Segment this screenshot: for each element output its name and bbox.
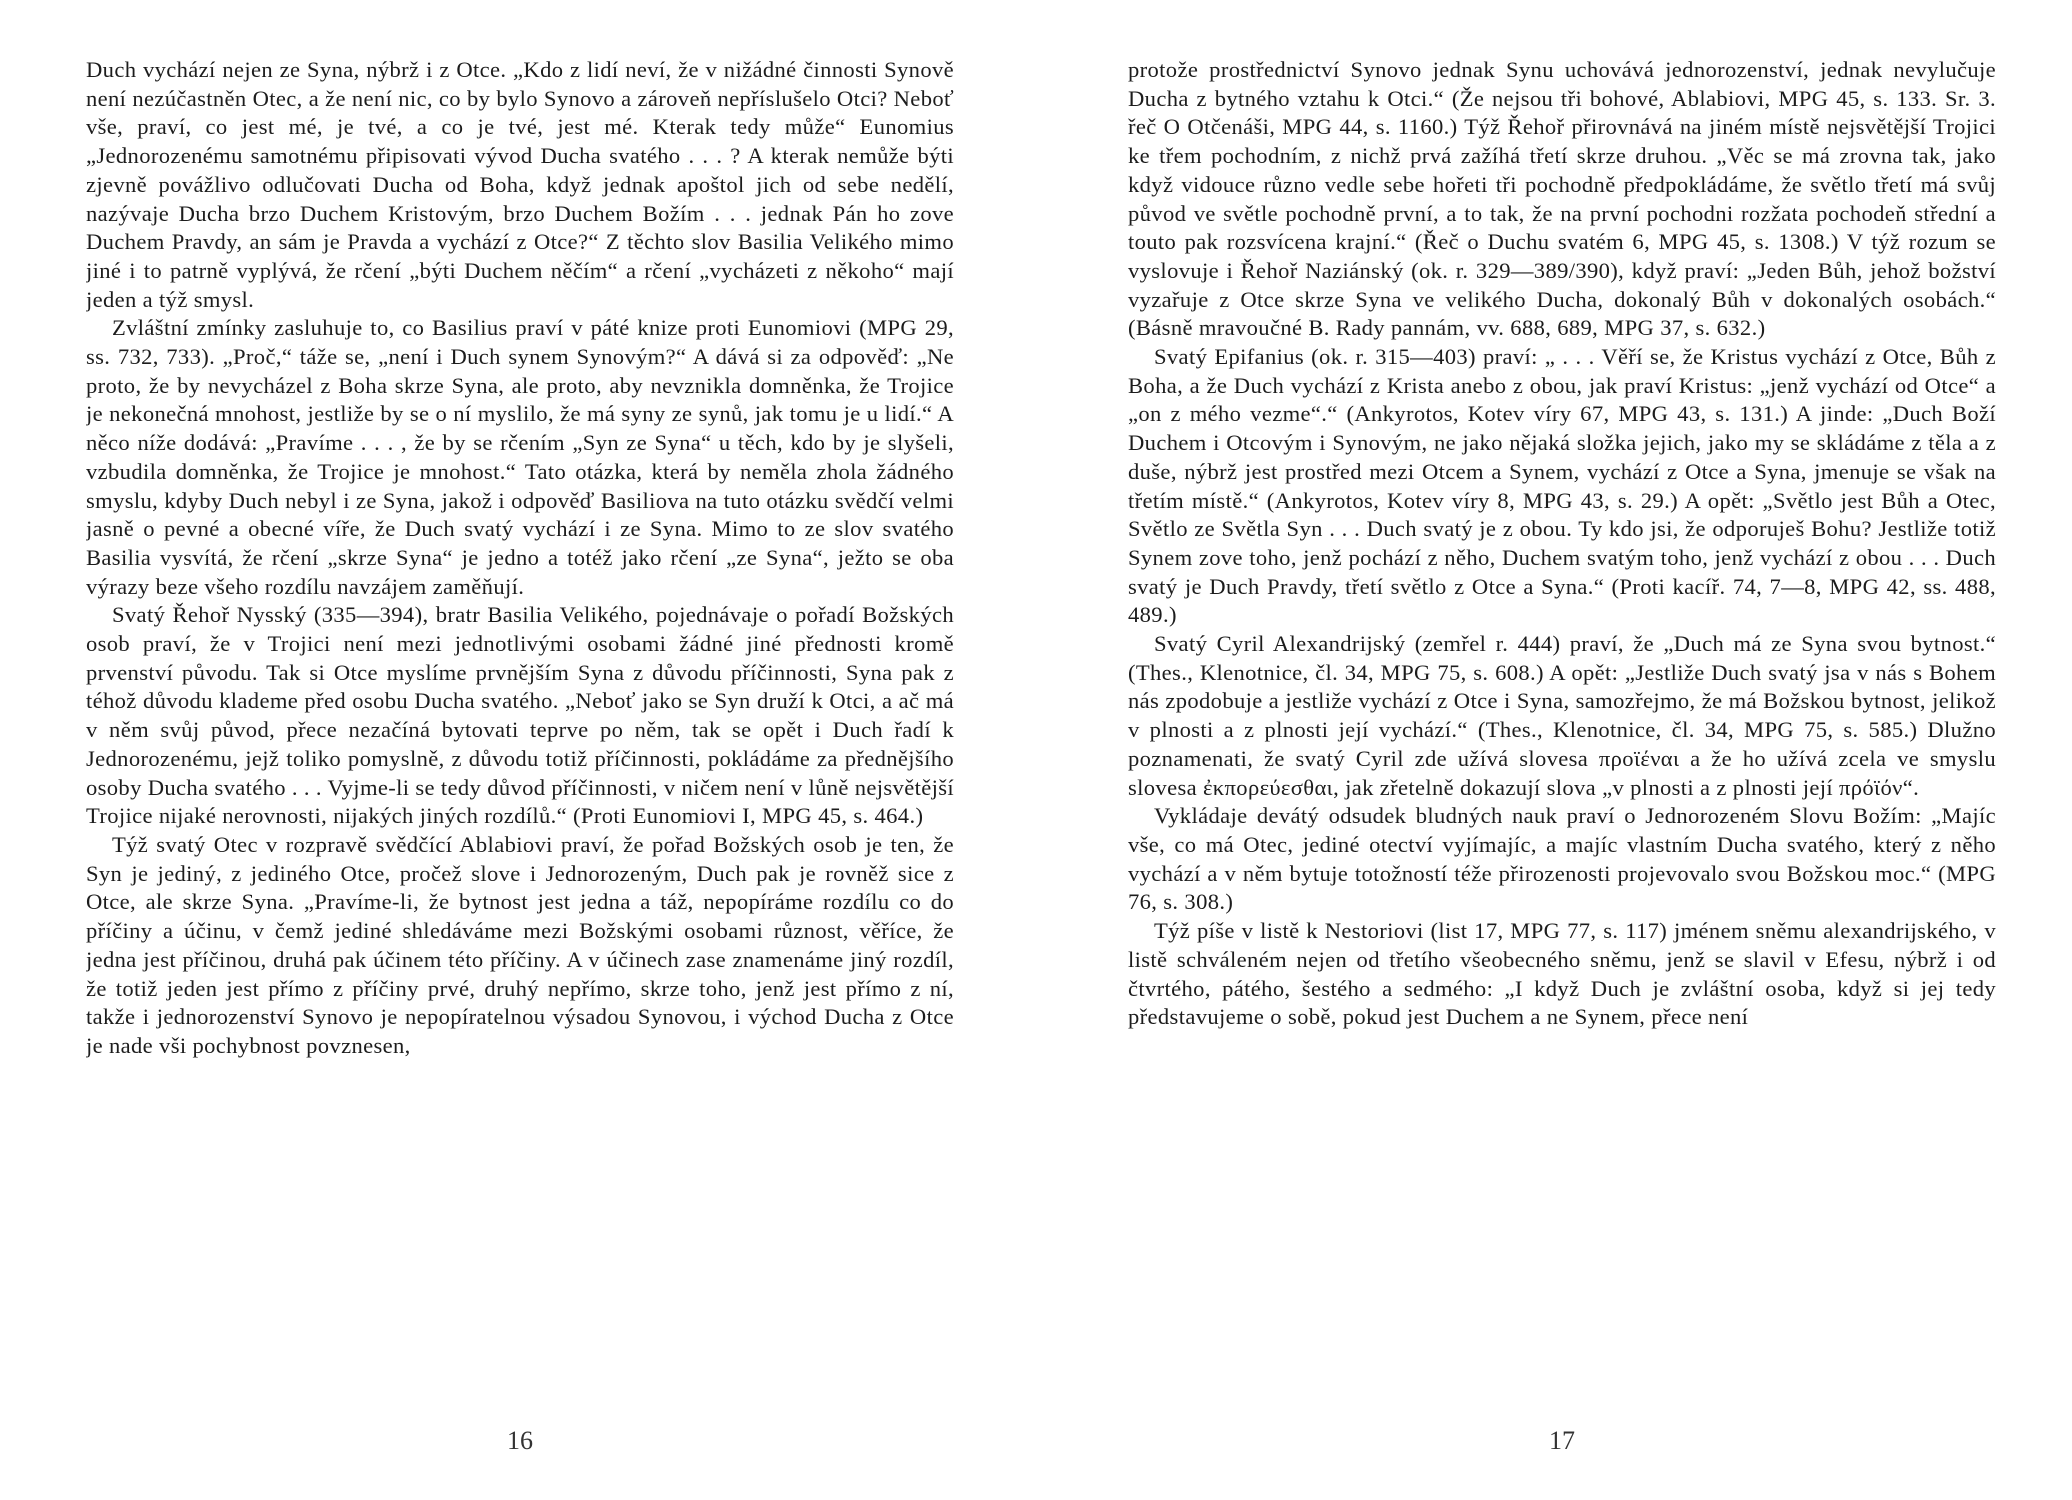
right-page bbox=[1128, 56, 1996, 1476]
left-page bbox=[86, 56, 954, 1476]
page-number: 16 bbox=[507, 1426, 533, 1455]
paragraph: Týž svatý Otec v rozpravě svědčící Ablabiovi praví, že pořad Božských osob je ten, že Syn je jediný, z jediného Otce, pročež slove i Jednorozeným, Duch pak je rovněž sice z Otce, ale skrze Syna. „Pravíme-li, že bytnost jest jedna a táž, nepopíráme rozdílu co do příčiny a účinu, v čemž jediné shledáváme mezi Božskými osobami různost, věříce, že jedna jest příčinou, druhá pak účinem této příčiny. A v účinech zase znamenáme jiný rozdíl, že totiž jeden jest přímo z příčiny prvé, druhý nepřímo, skrze toho, jenž jest přímo z ní, takže i jednorozenství Synovo je nepopíratelnou výsadou Synovou, i východ Ducha z Otce je nade vši pochybnost povznesen, bbox=[86, 831, 954, 1058]
left-page-text bbox=[86, 56, 954, 1408]
right-page-text bbox=[1128, 56, 1996, 1408]
paragraph: Zvláštní zmínky zasluhuje to, co Basilius praví v páté knize proti Eunomiovi (MPG 29, ss. 732, 733). „Proč,“ táže se, „není i Duch synem Synovým?“ A dává si za odpověď: „Ne proto, že by nevycházel z Boha skrze Syna, ale proto, aby nevznikla domněnka, že Trojice je nekonečná mnohost, jestliže by se o ní myslilo, že má syny ze synů, jak tomu je u lidí.“ A něco níže dodává: „Pravíme . . . , že by se rčením „Syn ze Syna“ u těch, kdo by je slyšeli, vzbudila domněnka, že Trojice je mnohost.“ Tato otázka, která by neměla zhola žádného smyslu, kdyby Duch nebyl i ze Syna, jakož i odpověď Basiliova na tuto otázku svědčí velmi jasně o pevné a obecné víře, že Duch svatý vychází i ze Syna. Mimo to ze slov svatého Basilia vysvítá, že rčení „skrze Syna“ je jedno a totéž jako rčení „ze Syna“, ježto se oba výrazy beze všeho rozdílu navzájem zaměňují. bbox=[86, 315, 954, 599]
paragraph: Svatý Epifanius (ok. r. 315—403) praví: „ . . . Věří se, že Kristus vychází z Otce, Bůh z Boha, a že Duch vychází z Krista anebo z obou, jak praví Kristus: „jenž vychází od Otce“ a „on z mého vezme“.“ (Ankyrotos, Kotev víry 67, MPG 43, s. 131.) A jinde: „Duch Boží Duchem i Otcovým i Synovým, ne jako nějaká složka jejich, jako my se skládáme z těla a z duše, nýbrž jest prostřed mezi Otcem a Synem, vychází z Otce a Syna, jmenuje se však na třetím místě.“ (Ankyrotos, Kotev víry 8, MPG 43, s. 29.) A opět: „Světlo jest Bůh a Otec, Světlo ze Světla Syn . . . Duch svatý je z obou. Ty kdo jsi, že odporuješ Bohu? Jestliže totiž Synem zove toho, jenž pochází z něho, Duchem svatým toho, jenž vychází z obou . . . Duch svatý je Duch Pravdy, třetí světlo z Otce a Syna.“ (Proti kacíř. 74, 7—8, MPG 42, ss. 488, 489.) bbox=[1128, 344, 1996, 628]
paragraph: Duch vychází nejen ze Syna, nýbrž i z Otce. „Kdo z lidí neví, že v nižádné činnosti Synově není nezúčastněn Otec, a že není nic, co by bylo Synovo a zároveň nepříslušelo Otci? Neboť vše, praví, co jest mé, je tvé, a co je tvé, jest mé. Kterak tedy může“ Eunomius „Jednorozenému samotnému připisovati vývod Ducha svatého . . . ? A kterak nemůže býti zjevně povážlivo odlučovati Ducha od Boha, když jednak apoštol jich od sebe nedělí, nazývaje Ducha brzo Duchem Kristovým, brzo Duchem Božím . . . jednak Pán ho zove Duchem Pravdy, an sám je Pravda a vychází z Otce?“ Z těchto slov Basilia Velikého mimo jiné i to patrně vyplývá, že rčení „býti Duchem něčím“ a rčení „vycházeti z někoho“ mají jeden a týž smysl. bbox=[86, 57, 954, 312]
paragraph: Vykládaje devátý odsudek bludných nauk praví o Jednorozeném Slovu Božím: „Majíc vše, co má Otec, jediné otectví vyjímajíc, a majíc vlastním Ducha svatého, který z něho vychází a v něm bytuje totožností téže přirozenosti projevovalo svou Božskou moc.“ (MPG 76, s. 308.) bbox=[1128, 803, 1996, 915]
paragraph: Svatý Řehoř Nysský (335—394), bratr Basilia Velikého, pojednávaje o pořadí Božských osob praví, že v Trojici není mezi jednotlivými osobami žádné jiné přednosti kromě prvenství původu. Tak si Otce myslíme prvnějším Syna z důvodu příčinnosti, Syna pak z téhož důvodu klademe před osobu Ducha svatého. „Neboť jako se Syn druží k Otci, a ač má v něm svůj původ, přece nezačíná bytovati teprve po něm, tak se opět i Duch řadí k Jednorozenému, jejž toliko pomyslně, z důvodu totiž příčinnosti, pokládáme za přednějšího osoby Ducha svatého . . . Vyjme-li se tedy důvod příčinnosti, v ničem není v lůně nejsvětější Trojice nijaké nerovnosti, nijakých jiných rozdílů.“ (Proti Eunomiovi I, MPG 45, s. 464.) bbox=[86, 602, 954, 829]
paragraph: Svatý Cyril Alexandrijský (zemřel r. 444) praví, že „Duch má ze Syna svou bytnost.“ (Thes., Klenotnice, čl. 34, MPG 75, s. 608.) A opět: „Jestliže Duch svatý jsa v nás s Bohem nás zpodobuje a jestliže vychází z Otce i Syna, samozřejmo, že má Božskou bytnost, jelikož v plnosti a z plnosti její vychází.“ (Thes., Klenotnice, čl. 34, MPG 75, s. 585.) Dlužno poznamenati, že svatý Cyril zde užívá slovesa προϊέναι a že ho užívá zcela ve smyslu slovesa ἐκπορεύεσθαι, jak zřetelně dokazují slova „v plnosti a z plnosti její πρόϊόν“. bbox=[1128, 631, 1996, 800]
paragraph: Týž píše v listě k Nestoriovi (list 17, MPG 77, s. 117) jménem sněmu alexandrijského, v listě schváleném nejen od třetího všeobecného sněmu, jenž se slavil v Efesu, nýbrž i od čtvrtého, pátého, šestého a sedmého: „I když Duch je zvláštní osoba, když si jej tedy představujeme o sobě, pokud jest Duchem a ne Synem, přece není bbox=[1128, 918, 1996, 1030]
page-number: 17 bbox=[1549, 1426, 1575, 1455]
paragraph: protože prostřednictví Synovo jednak Synu uchovává jednorozenství, jednak nevylučuje Ducha z bytného vztahu k Otci.“ (Že nejsou tři bohové, Ablabiovi, MPG 45, s. 133. Sr. 3. řeč O Otčenáši, MPG 44, s. 1160.) Týž Řehoř přirovnává na jiném místě nejsvětější Trojici ke třem pochodním, z nichž prvá zažíhá třetí skrze druhou. „Věc se má zrovna tak, jako když vidouce různo vedle sebe hořeti tři pochodně předpokládáme, že světlo třetí má svůj původ ve světle pochodně první, a to tak, že na první pochodni rozžata pochodeň střední a touto pak rozsvícena krajní.“ (Řeč o Duchu svatém 6, MPG 45, s. 1308.) V týž rozum se vyslovuje i Řehoř Naziánský (ok. r. 329—389/390), když praví: „Jeden Bůh, jehož božství vyzařuje z Otce skrze Syna ve velikého Ducha, dokonalý Bůh v dokonalých osobách.“ (Básně mravoučné B. Rady pannám, vv. 688, 689, MPG 37, s. 632.) bbox=[1128, 57, 1996, 341]
